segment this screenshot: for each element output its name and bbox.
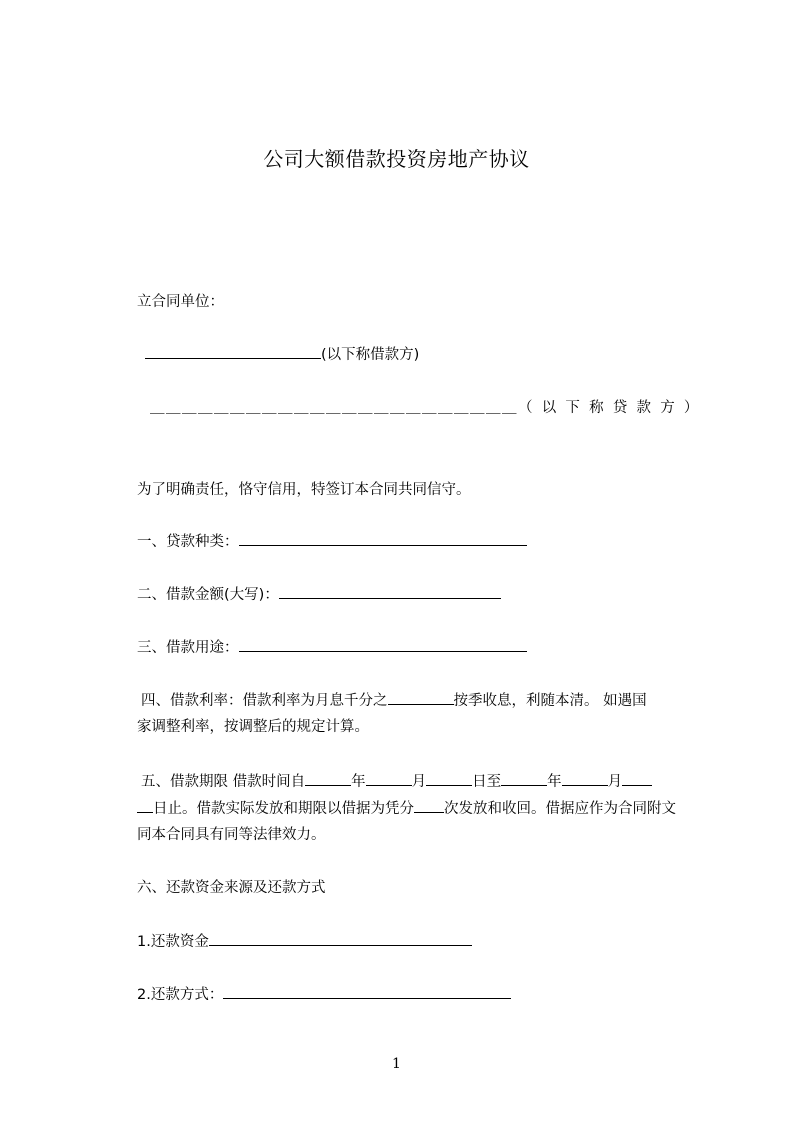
loan-purpose-blank <box>239 637 527 652</box>
interest-rate-blank <box>388 690 454 705</box>
item-loan-purpose <box>137 637 527 658</box>
term-text-c: 次发放和收回。借据应作为合同附文 <box>444 801 676 817</box>
item-repayment-source <box>137 931 472 952</box>
start-year-blank <box>305 771 351 786</box>
loan-amount-blank <box>279 584 501 599</box>
item-term-line2 <box>137 798 676 819</box>
repayment-source-label: 1.还款资金 <box>137 934 209 950</box>
term-year-label: 年 <box>351 774 366 790</box>
item-repayment-method <box>137 984 511 1005</box>
end-day-blank-a <box>622 771 652 786</box>
term-end-year-label: 年 <box>547 774 562 790</box>
term-month-label: 月 <box>411 774 427 790</box>
item-loan-amount <box>137 584 501 605</box>
lender-suffix: （以下称贷款方） <box>518 400 708 416</box>
term-end-month-label: 月 <box>607 774 623 790</box>
lender-line <box>150 398 708 418</box>
term-text-a: 五、借款期限 借款时间自 <box>141 774 306 790</box>
intro-text: 为了明确责任，恪守信用，特签订本合同共同信守。 <box>137 482 471 498</box>
item-term-line3: 同本合同具有同等法律效力。 <box>137 827 326 843</box>
item-repayment-heading: 六、还款资金来源及还款方式 <box>137 880 326 896</box>
parties-label: 立合同单位： <box>137 294 224 310</box>
term-text-b: 日止。借款实际发放和期限以借据为凭分 <box>153 801 414 817</box>
borrower-blank <box>145 344 321 359</box>
borrower-line <box>145 344 419 365</box>
page-number: 1 <box>392 1056 401 1072</box>
loan-type-blank <box>239 531 527 546</box>
item-loan-type <box>137 531 527 552</box>
item-loan-type-label: 一、贷款种类： <box>137 534 239 550</box>
repayment-method-blank <box>223 984 511 999</box>
item-loan-purpose-label: 三、借款用途： <box>137 640 239 656</box>
item-interest-line1 <box>141 690 647 711</box>
start-month-blank <box>366 771 412 786</box>
repayment-method-label: 2.还款方式： <box>137 987 224 1003</box>
interest-text-a: 四、借款利率：借款利率为月息千分之 <box>141 693 388 709</box>
end-month-blank <box>562 771 608 786</box>
item-loan-amount-label: 二、借款金额(大写)： <box>137 587 279 603</box>
end-day-blank-b <box>137 798 153 813</box>
interest-text-b: 按季收息，利随本清。 如遇国 <box>453 693 647 709</box>
term-day-to-label: 日至 <box>472 774 502 790</box>
repayment-source-blank <box>209 931 472 946</box>
installments-blank <box>414 798 444 813</box>
document-title: 公司大额借款投资房地产协议 <box>263 147 530 171</box>
item-term-line1 <box>141 771 652 792</box>
lender-dashes: ＿＿＿＿＿＿＿＿＿＿＿＿＿＿＿＿＿＿＿＿＿＿＿ <box>150 400 518 416</box>
item-interest-line2: 家调整利率，按调整后的规定计算。 <box>137 719 369 735</box>
borrower-suffix: (以下称借款方) <box>321 347 420 363</box>
start-day-blank <box>426 771 472 786</box>
end-year-blank <box>501 771 547 786</box>
